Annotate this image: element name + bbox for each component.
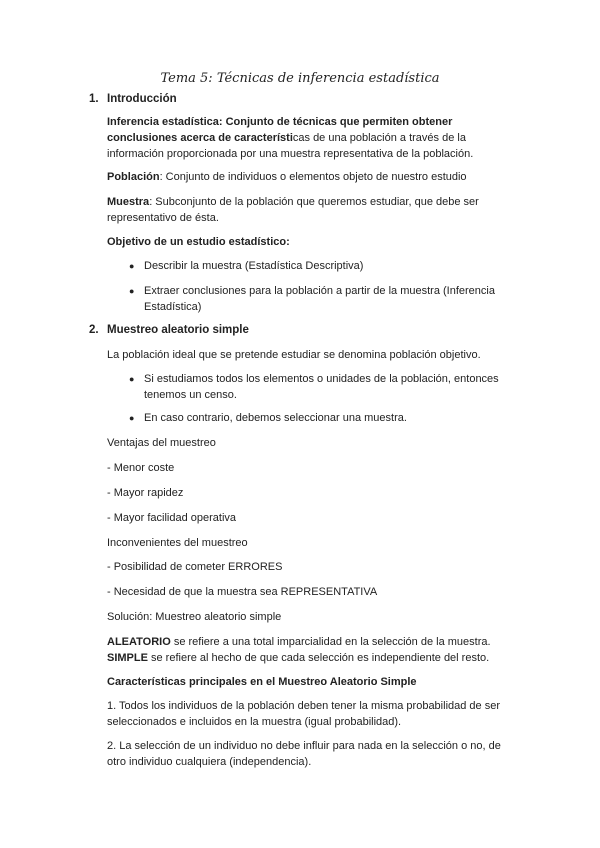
objetivo-item-1: Describir la muestra (Estadística Descriptiva) [144, 260, 364, 272]
aleatorio-text: se refiere a una total imparcialidad en la selección de la muestra. [170, 636, 491, 648]
caracteristicas-heading: Características principales en el Muestreo Aleatorio Simple [107, 676, 417, 688]
censo-item: Si estudiamos todos los elementos o unidades de la población, entonces tenemos un censo. [144, 373, 499, 401]
bullet-dot: ● [129, 374, 135, 384]
bullet-dot: ● [129, 261, 135, 271]
ventajas-heading: Ventajas del muestreo [107, 437, 216, 449]
poblacion-term: Población [107, 171, 160, 183]
inconvenientes-heading: Inconvenientes del muestreo [107, 537, 248, 549]
inconveniente-item: - Necesidad de que la muestra sea REPRESENTATIVA [107, 586, 378, 598]
ventaja-item: - Mayor facilidad operativa [107, 512, 237, 524]
bullet-dot: ● [129, 286, 135, 296]
muestra-text: : Subconjunto de la población que queremos estudiar, que debe ser representativo de ésta. [107, 196, 479, 224]
simple-paragraph [107, 650, 512, 666]
poblacion-text: : Conjunto de individuos o elementos objeto de nuestro estudio [159, 171, 467, 183]
muestra-paragraph [107, 194, 512, 226]
section-1-number: 1. [89, 93, 99, 105]
section-2-number: 2. [89, 324, 99, 336]
section-1-heading: Introducción [107, 93, 177, 105]
caracteristica-1: 1. Todos los individuos de la población deben tener la misma probabilidad de ser seleccionados e incluidos en la muestra (igual probabilidad). [107, 700, 500, 728]
inconveniente-item: - Posibilidad de cometer ERRORES [107, 561, 283, 573]
section-2-heading: Muestreo aleatorio simple [107, 324, 249, 336]
ventaja-item: - Menor coste [107, 462, 175, 474]
bullet-dot: ● [129, 413, 135, 423]
solucion-text: Solución: Muestreo aleatorio simple [107, 611, 282, 623]
muestra-term: Muestra [107, 196, 150, 208]
page-title: Tema 5: Técnicas de inferencia estadística [160, 71, 440, 86]
definition-bold: Inferencia estadística: Conjunto de técnicas que permiten obtener conclusiones acerca de característi [107, 116, 453, 144]
poblacion-objetivo-text: La población ideal que se pretende estudiar se denomina población objetivo. [107, 349, 481, 361]
objetivo-item-2: Extraer conclusiones para la población a partir de la muestra (Inferencia Estadística) [144, 285, 495, 313]
caracteristica-2: 2. La selección de un individuo no debe influir para nada en la selección o no, de otro individuo cualquiera (independencia). [107, 740, 501, 768]
simple-term: SIMPLE [107, 652, 148, 664]
definition-text: cas de una población a través de la información proporcionada por una muestra representativa de la población. [107, 132, 474, 160]
ventaja-item: - Mayor rapidez [107, 487, 184, 499]
simple-text: se refiere al hecho de que cada selección es independiente del resto. [147, 652, 490, 664]
definition-paragraph [107, 114, 512, 162]
muestra-item: En caso contrario, debemos seleccionar una muestra. [144, 412, 407, 424]
aleatorio-term: ALEATORIO [107, 636, 171, 648]
poblacion-paragraph [107, 169, 512, 185]
aleatorio-paragraph [107, 634, 512, 650]
objetivo-heading: Objetivo de un estudio estadístico: [107, 236, 290, 248]
